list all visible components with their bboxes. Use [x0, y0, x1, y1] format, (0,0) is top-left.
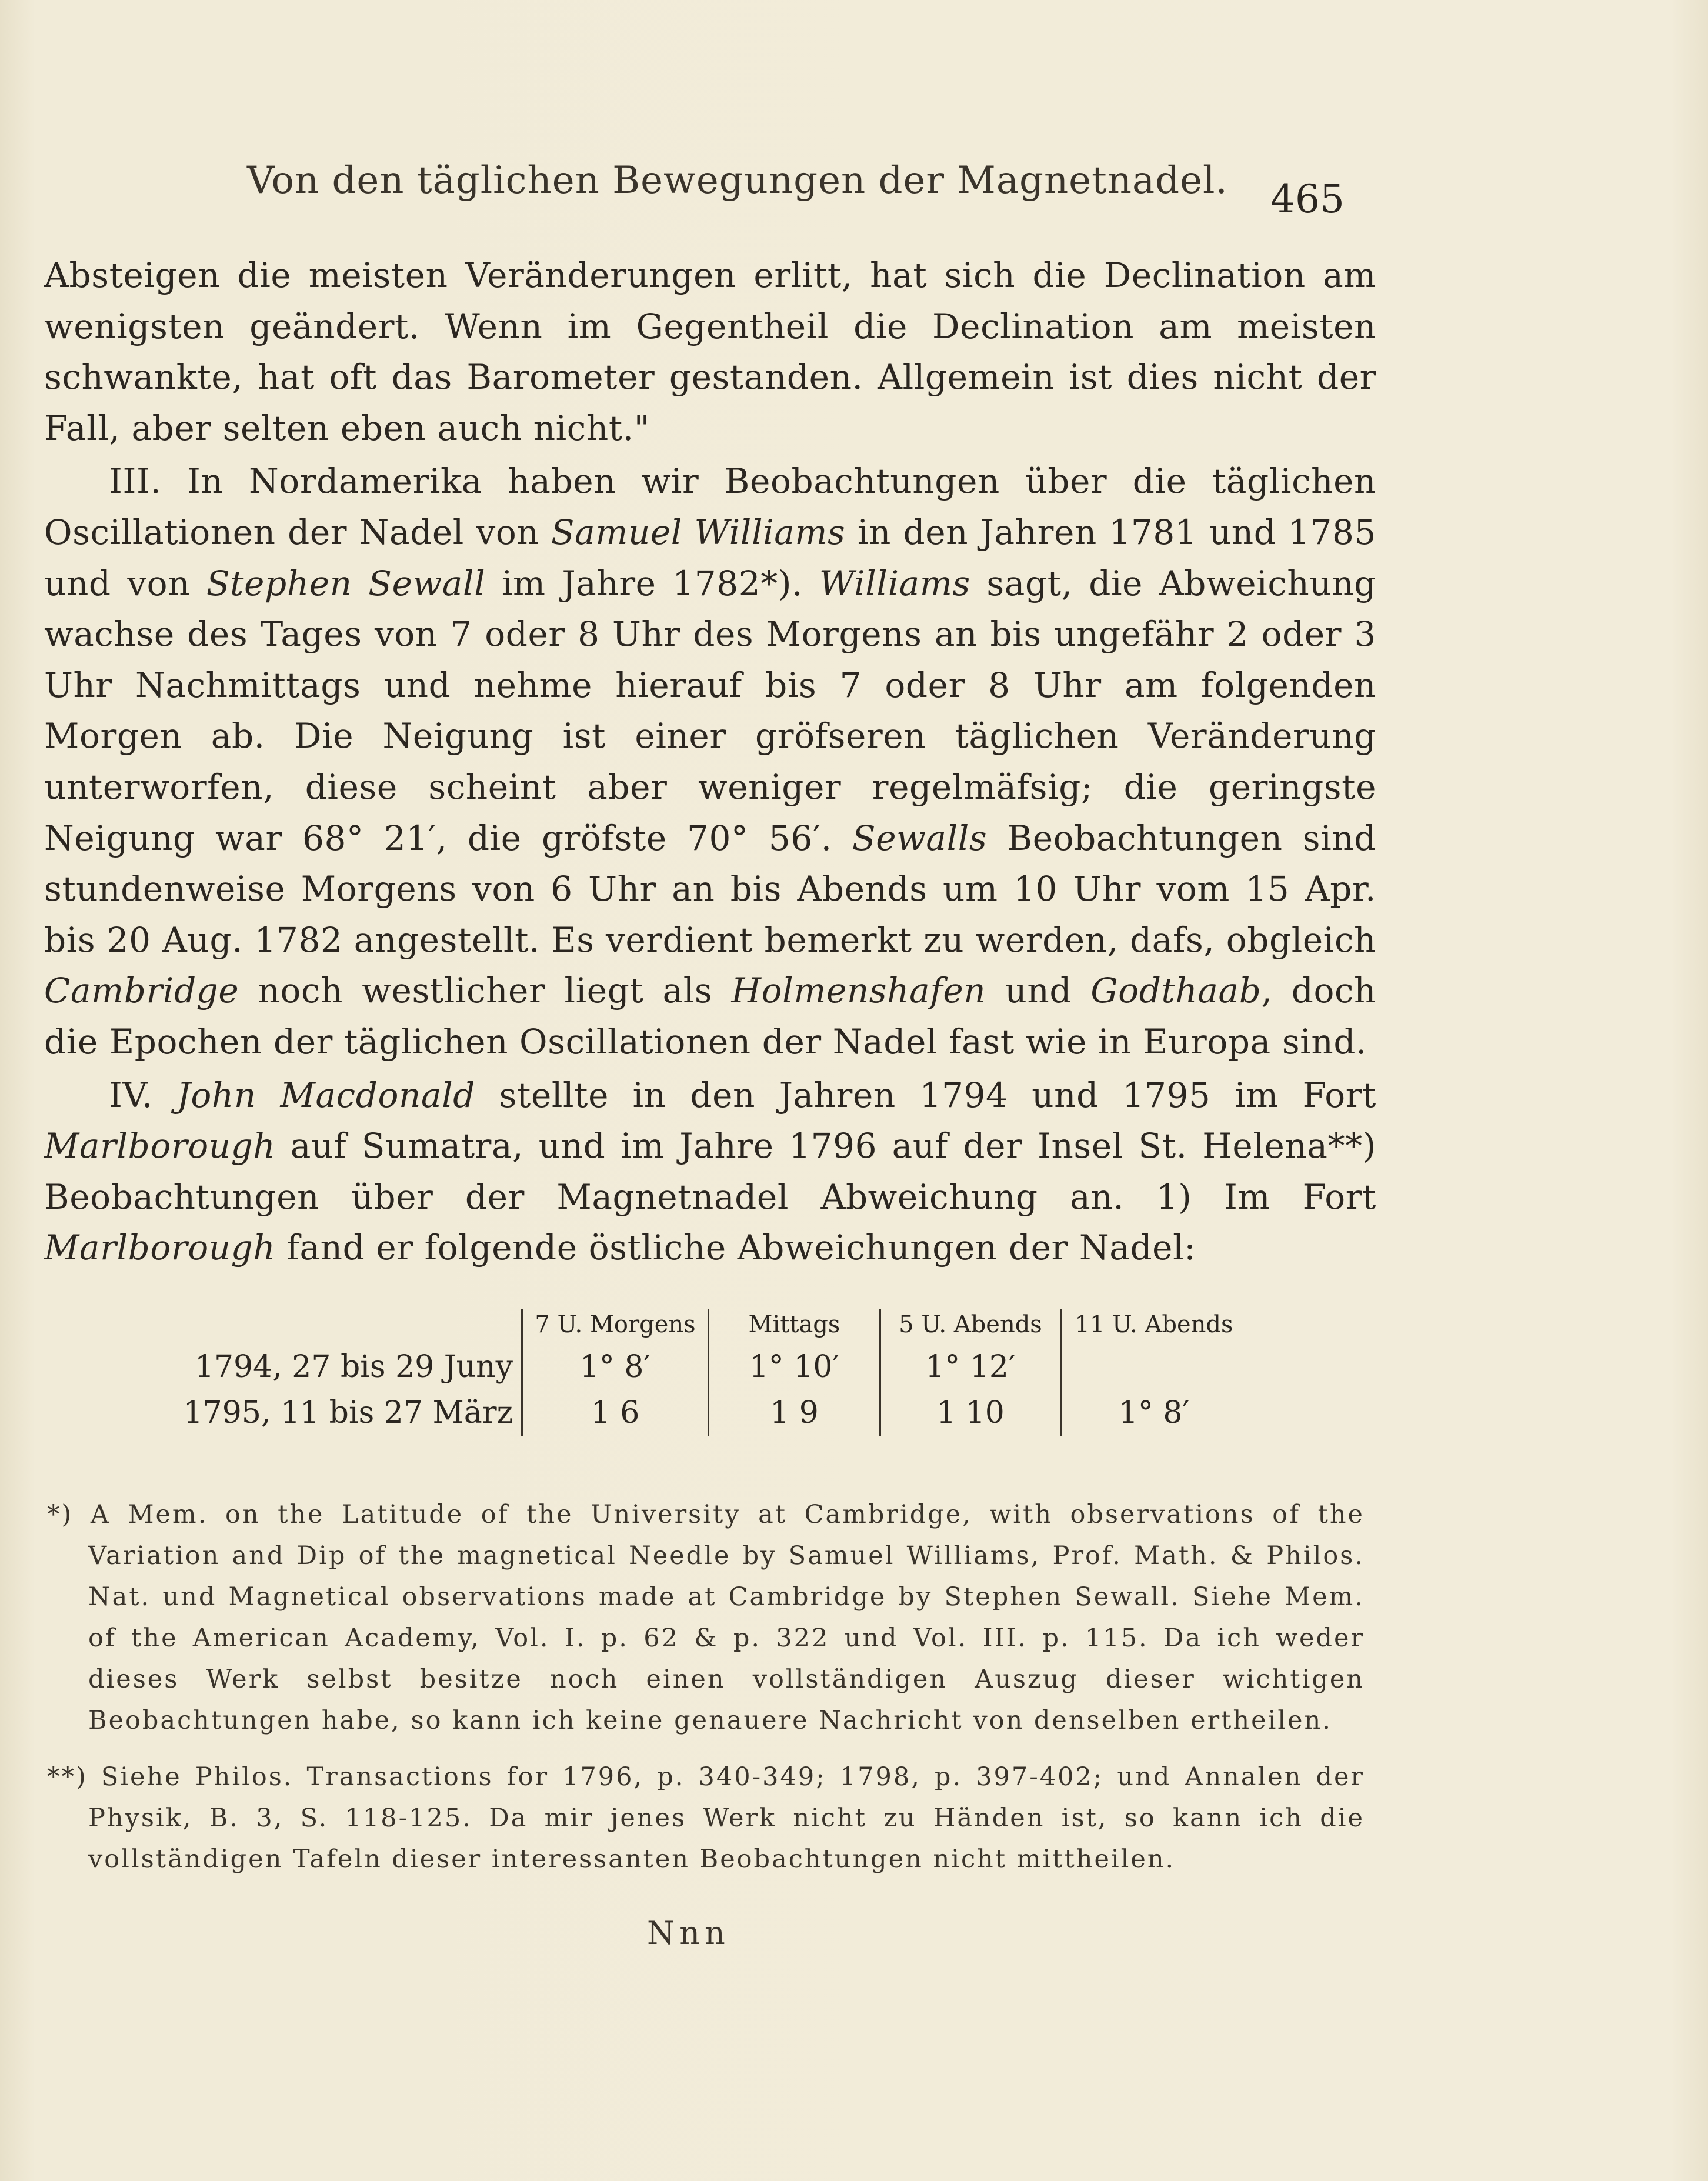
signature-mark: Nnn [647, 1915, 730, 1952]
person-name: Stephen Sewall [206, 563, 486, 603]
paragraph-section-iii: III. In Nordamerika haben wir Beobachtungen über die täglichen Oscillationen der Nadel von Samuel Williams in den Jahren 1781 und 1785 und von Stephen Sewall im Jahre 1782*). Williams sagt, die Abweichung wachse des Tages von 7 oder 8 Uhr des Morgens an bis ungefähr 2 oder 3 Uhr Nachmittags und nehme hierauf bis 7 oder 8 Uhr am folgenden Morgen ab. Die Neigung ist einer gröfseren täglichen Veränderung unterworfen, diese scheint aber weniger regelmäfsig; die geringste Neigung war 68° 21′, die gröfste 70° 56′. Sewalls Beobachtungen sind stundenweise Morgens von 6 Uhr an bis Abends um 10 Uhr vom 15 Apr. bis 20 Aug. 1782 angestellt. Es verdient bemerkt zu werden, dafs, obgleich Cambridge noch westlicher liegt als Holmenshafen und Godthaab, doch die Epochen der täglichen Oscillationen der Nadel fast wie in Europa sind. [44, 461, 1376, 1062]
running-title: Von den täglichen Bewegungen der Magnetnadel. [247, 159, 1228, 202]
main-text [44, 250, 1376, 1273]
column-header: Mittags [709, 1309, 880, 1344]
footnotes [47, 1494, 1365, 1895]
table-row [35, 1344, 1246, 1390]
person-name: Sewalls [852, 818, 988, 858]
footnote-1: *) A Mem. on the Latitude of the University at Cambridge, with observations of the Variation and Dip of the magnetical Needle by Samuel Williams, Prof. Math. & Philos. Nat. und Magnetical observations made at Cambridge by Stephen Sewall. Siehe Mem. of the American Academy, Vol. I. p. 62 & p. 322 und Vol. III. p. 115. Da ich weder dieses Werk selbst besitze noch einen vollständigen Auszug dieser wichtigen Beobachtungen habe, so kann ich keine genauere Nachricht von denselben ertheilen. [47, 1500, 1365, 1735]
place-name: Cambridge [44, 971, 239, 1011]
declination-table [35, 1309, 1270, 1436]
data-table [35, 1309, 1246, 1436]
place-name: Holmenshafen [731, 971, 986, 1011]
place-name: Marlborough [44, 1126, 276, 1166]
table-cell: 1° 8′ [522, 1344, 709, 1390]
person-name: Samuel Williams [551, 512, 846, 552]
paragraph-section-iv: IV. John Macdonald stellte in den Jahren 1794 und 1795 im Fort Marlborough auf Sumatra, und im Jahre 1796 auf der Insel St. Helena**) Beobachtungen über der Magnetnadel Abweichung an. 1) Im Fort Marlborough fand er folgende östliche Abweichungen der Nadel: [44, 1075, 1376, 1268]
table-cell: 1° 10′ [709, 1344, 880, 1390]
page-number: 465 [1270, 176, 1345, 222]
table-cell: 1 6 [522, 1390, 709, 1436]
place-name: Marlborough [44, 1228, 276, 1268]
table-header-row [35, 1309, 1246, 1344]
table-cell: 1 10 [880, 1390, 1061, 1436]
row-date: 1795, 11 bis 27 März [183, 1395, 513, 1430]
place-name: Godthaab [1090, 971, 1262, 1011]
table-cell: 1° 12′ [880, 1344, 1061, 1390]
column-header: 7 U. Morgens [522, 1309, 709, 1344]
table-cell: 1 9 [709, 1390, 880, 1436]
footnote-2: **) Siehe Philos. Transactions for 1796, p. 340-349; 1798, p. 397-402; und Annalen der Physik, B. 3, S. 118-125. Da mir jenes Werk nicht zu Händen ist, so kann ich die vollständigen Tafeln dieser interessanten Beobachtungen nicht mittheilen. [47, 1762, 1365, 1874]
column-header: 11 U. Abends [1061, 1309, 1247, 1344]
table-header-empty [35, 1309, 522, 1344]
person-name: Williams [819, 563, 970, 603]
person-name: John Macdonald [176, 1075, 476, 1115]
table-row [35, 1390, 1246, 1436]
row-date: 1794, 27 bis 29 Juny [194, 1349, 513, 1385]
table-cell: 1° 8′ [1061, 1390, 1247, 1436]
column-header: 5 U. Abends [880, 1309, 1061, 1344]
table-cell [1061, 1344, 1247, 1390]
paragraph-continuation: Absteigen die meisten Veränderungen erlitt, hat sich die Declination am wenigsten geändert. Wenn im Gegentheil die Declination am meisten schwankte, hat oft das Barometer gestanden. Allgemein ist dies nicht der Fall, aber selten eben auch nicht." [44, 255, 1376, 448]
